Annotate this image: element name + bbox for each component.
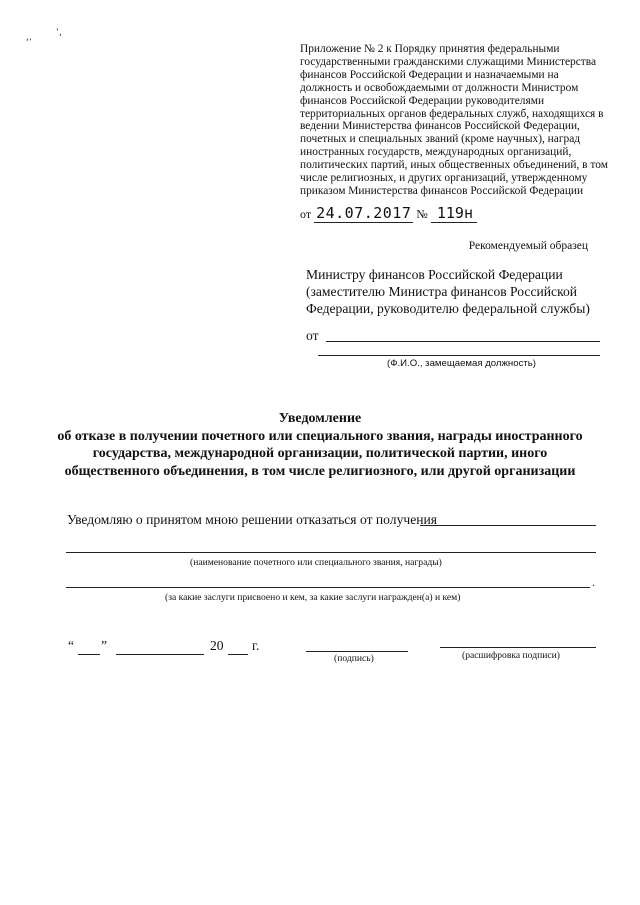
award-line-2 xyxy=(66,552,596,553)
sample-label: Рекомендуемый образец xyxy=(468,240,588,252)
addressee-block xyxy=(306,266,606,317)
date-day-line xyxy=(78,654,100,655)
appendix-header xyxy=(300,43,608,198)
appendix-line: почетных и специальных званий (кроме научных), наград xyxy=(300,133,581,146)
order-reference xyxy=(300,204,477,222)
appendix-line: государственными гражданскими служащими Министерства xyxy=(300,55,597,68)
from-name-line xyxy=(326,341,600,342)
from-caption: (Ф.И.О., замещаемая должность) xyxy=(387,358,536,369)
award-line-1 xyxy=(420,525,596,526)
notice-subtitle-line: государства, международной организации, политической партии, иного xyxy=(92,446,548,461)
signature-caption: (подпись) xyxy=(334,653,374,664)
scan-mark: ‛‚ xyxy=(56,28,62,38)
date-year-prefix: 20 xyxy=(210,638,224,653)
date-close-quote: ” xyxy=(101,638,108,653)
appendix-line: приказом Министерства финансов Российской Федерации xyxy=(300,184,584,197)
date-year-line xyxy=(228,654,248,655)
appendix-line: числе религиозных, и других организаций, утвержденному xyxy=(300,172,588,185)
appendix-line: иностранных государств, международных организаций, xyxy=(300,146,572,159)
appendix-line: ведении Министерства финансов Российской Федерации, xyxy=(300,120,580,133)
merit-caption: (за какие заслуги присвоено и кем, за какие заслуги награжден(а) и кем) xyxy=(165,592,461,603)
award-caption: (наименование почетного или специального звания, награды) xyxy=(190,557,442,568)
appendix-line: должность и освобождаемыми от должности Министром xyxy=(300,81,579,94)
from-label: от xyxy=(306,328,319,343)
addressee-line: (заместителю Министра финансов Российской xyxy=(306,284,578,299)
appendix-line: политических партий, иных общественных объединений, в том xyxy=(300,159,608,172)
scan-mark: ‘’ xyxy=(26,38,32,48)
appendix-line: финансов Российской Федерации и назначаемыми на xyxy=(300,68,559,81)
addressee-line: Федерации, руководителю федеральной службы) xyxy=(306,301,590,316)
notice-subtitle-line: общественного объединения, в том числе религиозного, или другой организации xyxy=(64,463,576,479)
notice-title xyxy=(40,410,600,480)
notice-subtitle-line: об отказе в получении почетного или специального звания, награды иностранного xyxy=(57,428,583,444)
notice-heading: Уведомление xyxy=(278,411,362,426)
order-number: 119н xyxy=(431,204,477,223)
appendix-line: финансов Российской Федерации руководителями xyxy=(300,94,545,107)
date-open-quote: “ xyxy=(68,638,75,653)
addressee-line: Министру финансов Российской Федерации xyxy=(306,267,563,282)
signature-decoding-caption: (расшифровка подписи) xyxy=(462,650,560,661)
date-month-line xyxy=(116,654,204,655)
order-prefix: от xyxy=(300,207,312,221)
merit-line-period: . xyxy=(592,575,595,589)
appendix-line: территориальных органов федеральных служб, находящихся в xyxy=(300,107,604,120)
signature-decoding-line xyxy=(440,647,596,648)
order-date: 24.07.2017 xyxy=(316,204,412,222)
merit-line xyxy=(66,587,590,588)
refusal-statement: Уведомляю о принятом мною решении отказаться от получения xyxy=(67,512,438,527)
signature-line xyxy=(306,651,408,652)
appendix-line: Приложение № 2 к Порядку принятия федеральными xyxy=(300,43,560,55)
order-number-label: № xyxy=(416,207,428,221)
date-year-suffix: г. xyxy=(252,638,260,653)
from-position-line xyxy=(318,355,600,356)
